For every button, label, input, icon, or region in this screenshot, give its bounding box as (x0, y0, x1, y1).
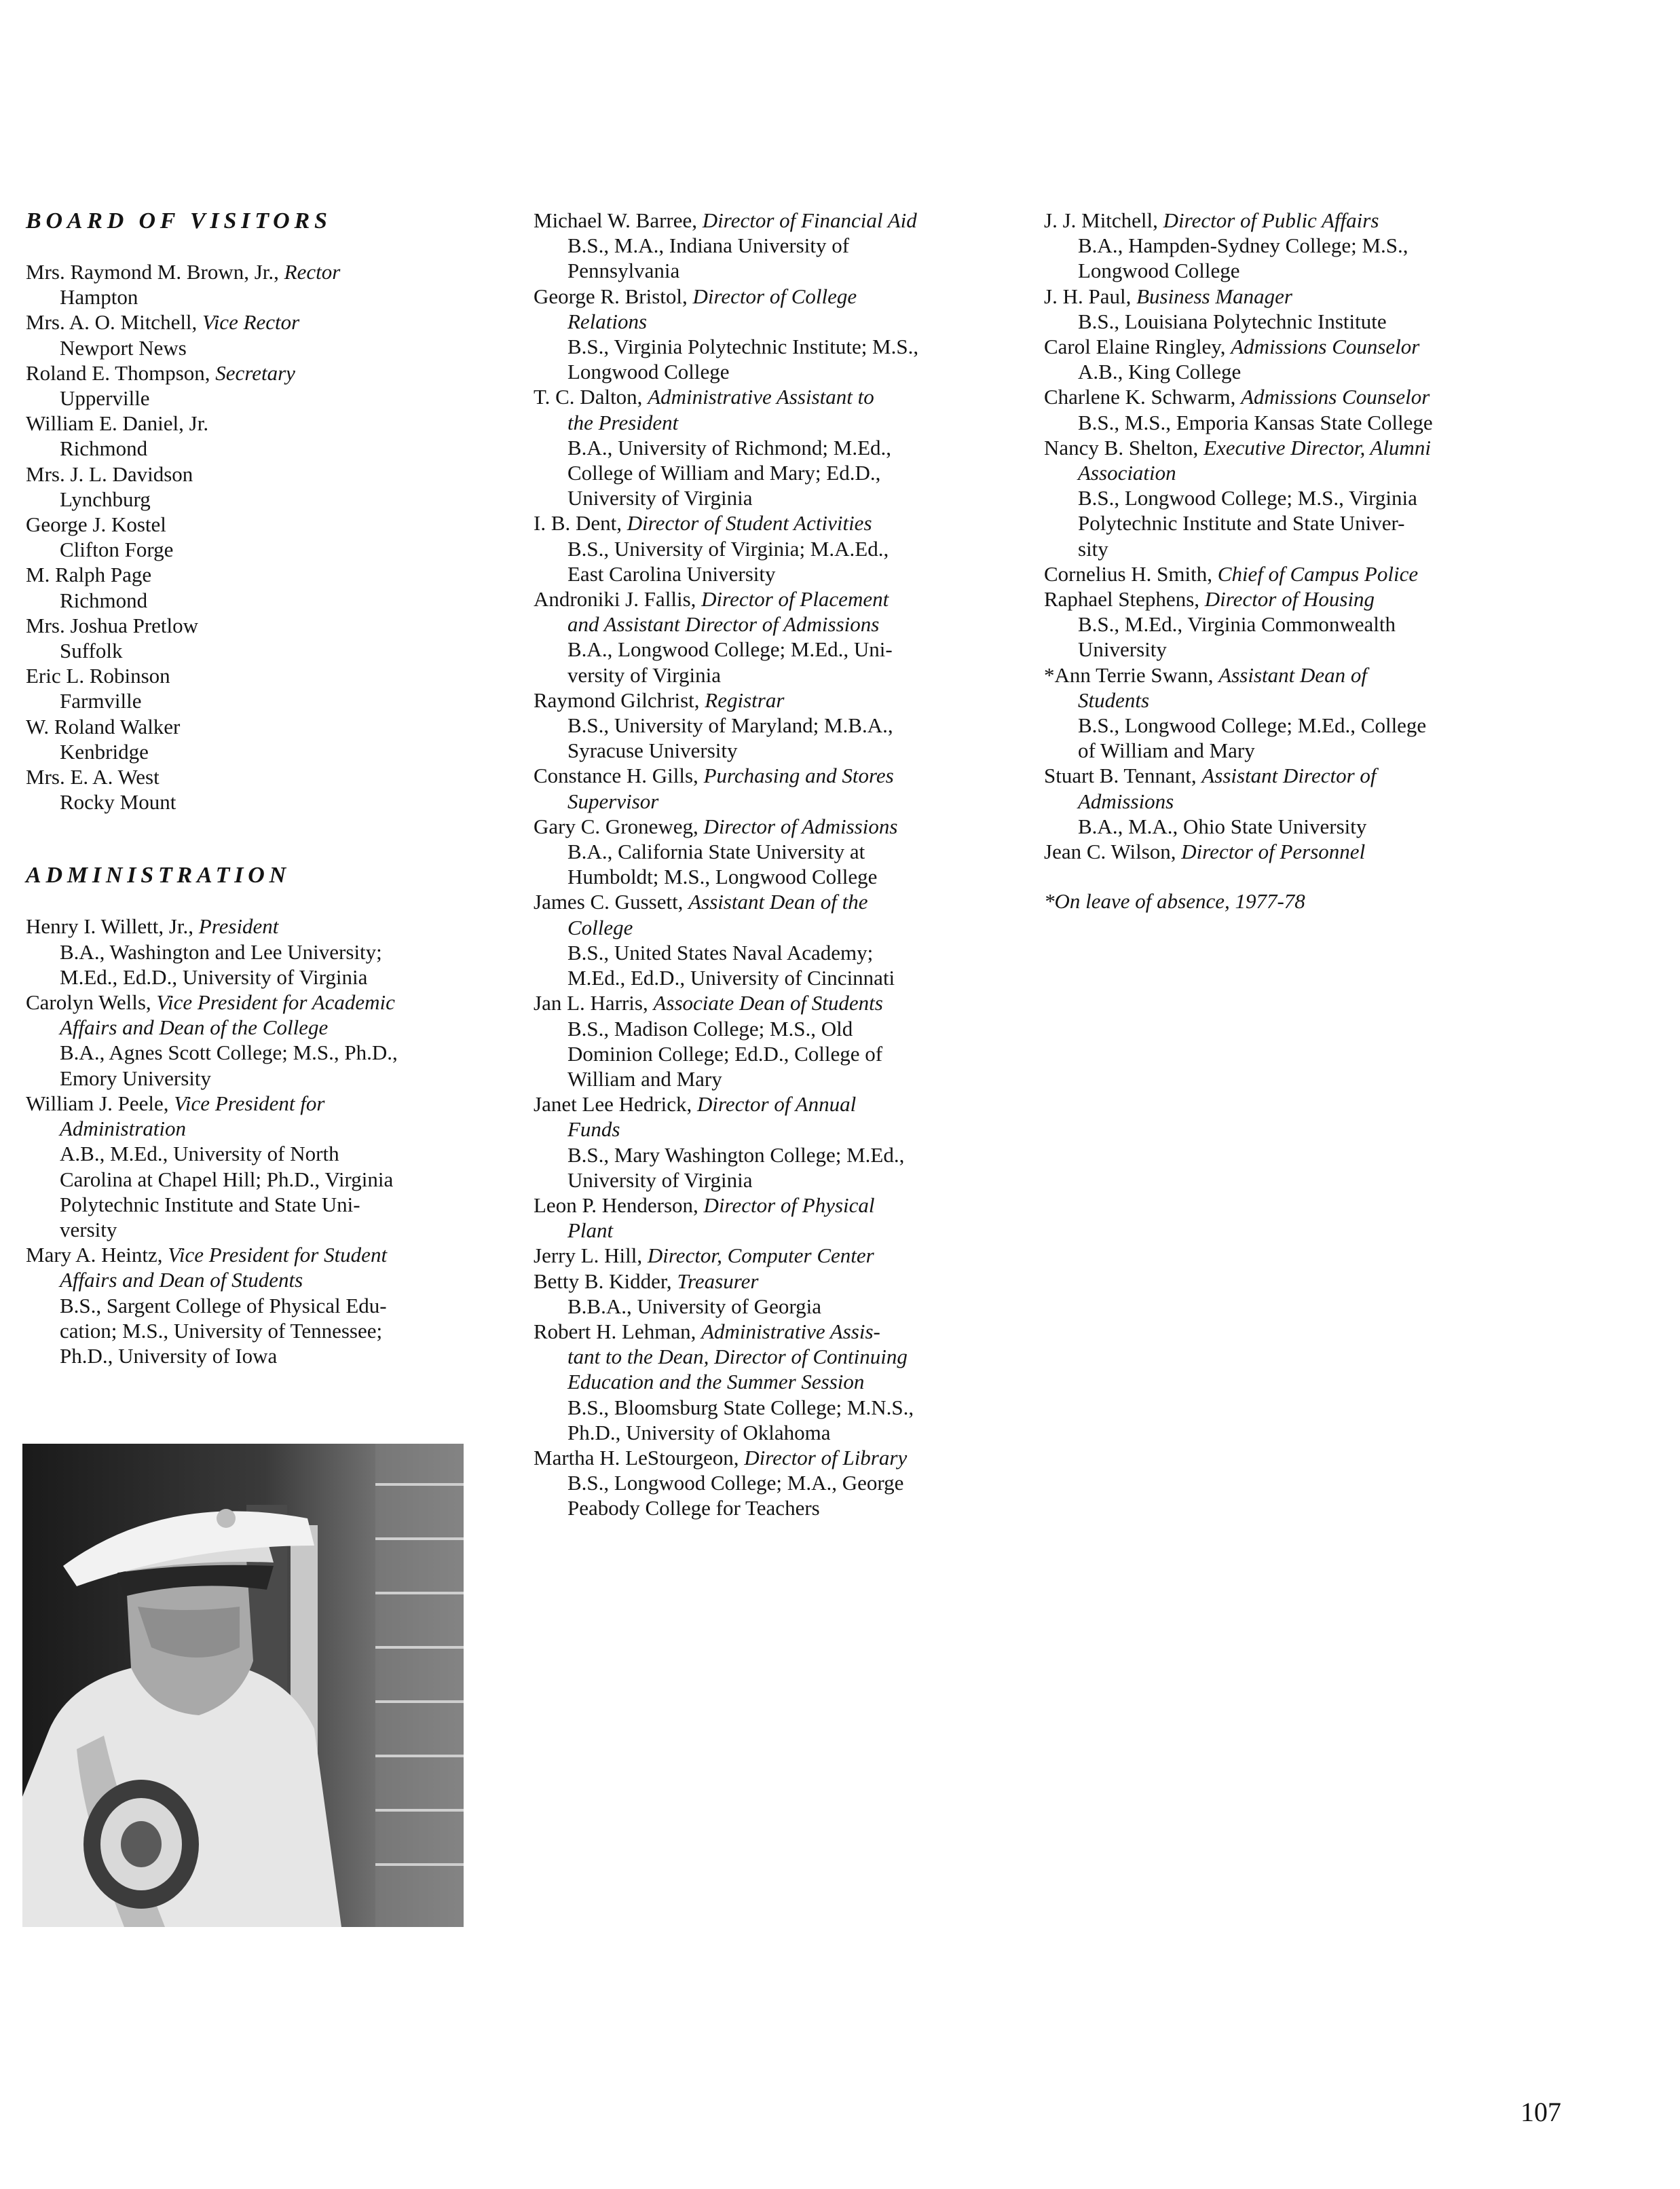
person-entry (534, 814, 1009, 890)
administration-list-2 (534, 208, 1009, 1521)
person-name: T. C. Dalton, (534, 385, 648, 409)
person-title: Vice President for Student (168, 1243, 388, 1267)
person-entry (1044, 586, 1546, 662)
person-entry (534, 510, 1009, 586)
person-detail: Peabody College for Teachers (567, 1496, 820, 1520)
person-title: Director of Financial Aid (702, 208, 917, 232)
person-detail: A.B., King College (1078, 360, 1242, 384)
person-title-continued: Relations (567, 309, 648, 333)
person-entry (26, 714, 501, 764)
person-detail: East Carolina University (567, 561, 776, 586)
person-name: Androniki J. Fallis, (534, 587, 702, 612)
person-entry (26, 411, 501, 461)
person-name-line (534, 1319, 1009, 1344)
board-heading: BOARD OF VISITORS (26, 208, 332, 233)
person-title: Assistant Dean of (1218, 662, 1367, 687)
person-name: Mrs. J. L. Davidson (26, 462, 193, 486)
person-title-continued: Administration (60, 1117, 187, 1141)
person-title-continued: Supervisor (567, 789, 659, 813)
person-name-line (26, 990, 501, 1015)
person-title-continued: Affairs and Dean of Students (60, 1268, 303, 1292)
person-detail: B.A., Longwood College; M.Ed., Uni- (567, 637, 893, 662)
person-detail: Richmond (60, 588, 148, 612)
person-entry (26, 259, 501, 310)
person-title: Administrative Assistant to (648, 385, 874, 409)
person-name-line (26, 1242, 501, 1267)
person-name: George J. Kostel (26, 512, 166, 537)
person-name: Mrs. Raymond M. Brown, Jr., (26, 260, 284, 284)
person-entry (26, 613, 501, 663)
column-middle (534, 208, 1009, 1521)
person-detail: of William and Mary (1078, 738, 1255, 763)
person-entry (534, 889, 1009, 990)
person-entry (534, 284, 1009, 385)
person-name: Janet Lee Hedrick, (534, 1092, 697, 1117)
person-name: Carolyn Wells, (26, 990, 157, 1015)
person-entry (26, 512, 501, 562)
person-title-continued: Education and the Summer Session (567, 1370, 865, 1394)
person-name-line (26, 714, 501, 739)
person-name: Jean C. Wilson, (1044, 840, 1182, 864)
person-entry (534, 208, 1009, 284)
person-title-continued: Affairs and Dean of the College (60, 1015, 329, 1040)
administration-list-1 (26, 914, 501, 1368)
person-name-line (534, 1445, 1009, 1470)
person-detail: cation; M.S., University of Tennessee; (60, 1318, 383, 1343)
person-title-continued: Students (1078, 688, 1150, 712)
person-name: Raphael Stephens, (1044, 587, 1205, 612)
person-title-continued: Plant (567, 1218, 614, 1243)
person-detail: B.S., Mary Washington College; M.Ed., (567, 1142, 905, 1167)
person-name-line (534, 1091, 1009, 1117)
person-name: Eric L. Robinson (26, 664, 170, 688)
column-left (26, 208, 501, 1368)
person-name-line (26, 663, 501, 688)
person-detail: College of William and Mary; Ed.D., (567, 461, 881, 485)
person-name-line (26, 1091, 501, 1116)
person-detail: sity (1078, 536, 1108, 561)
person-entry (534, 763, 1009, 813)
person-name: Mrs. A. O. Mitchell, (26, 310, 203, 335)
person-entry (1044, 561, 1546, 586)
person-title: Assistant Director of (1201, 764, 1377, 788)
person-title: Vice Rector (202, 310, 300, 335)
person-detail: University of Virginia (567, 1167, 753, 1192)
person-detail: Dominion College; Ed.D., College of (567, 1041, 883, 1066)
person-name: Mrs. Joshua Pretlow (26, 613, 199, 637)
person-name-line (534, 384, 1009, 409)
person-detail: B.A., Washington and Lee University; (60, 939, 382, 964)
person-name: Constance H. Gills, (534, 764, 704, 788)
person-detail: Farmville (60, 689, 142, 713)
board-list (26, 259, 501, 815)
person-detail: B.B.A., University of Georgia (567, 1294, 821, 1318)
person-detail: Pennsylvania (567, 259, 680, 283)
person-name: William J. Peele, (26, 1091, 174, 1115)
person-detail: Clifton Forge (60, 538, 174, 562)
person-title: Rector (284, 260, 341, 284)
person-name: Michael W. Barree, (534, 208, 703, 232)
person-entry (26, 1091, 501, 1242)
person-entry (26, 663, 501, 713)
person-entry (26, 1242, 501, 1368)
person-name: George R. Bristol, (534, 284, 693, 308)
person-detail: B.S., M.A., Indiana University of (567, 233, 850, 258)
person-detail: Lynchburg (60, 487, 151, 511)
person-entry (26, 360, 501, 411)
person-detail: Polytechnic Institute and State Uni- (60, 1192, 360, 1216)
person-name-line (26, 914, 501, 939)
person-detail: Longwood College (1078, 259, 1240, 283)
administration-heading: ADMINISTRATION (26, 863, 291, 888)
person-detail: Syracuse University (567, 738, 738, 763)
person-name-line (1044, 662, 1546, 688)
person-title: Vice President for (174, 1091, 325, 1115)
person-name: Mary A. Heintz, (26, 1243, 168, 1267)
person-name-line (1044, 586, 1546, 612)
person-name: Robert H. Lehman, (534, 1319, 702, 1343)
person-name-line (1044, 839, 1546, 864)
person-detail: Carolina at Chapel Hill; Ph.D., Virginia (60, 1167, 394, 1191)
campus-police-officer-photo (22, 1444, 464, 1927)
person-name-line (26, 562, 501, 587)
person-name: William E. Daniel, Jr. (26, 411, 209, 436)
person-entry (26, 914, 501, 990)
person-detail: B.S., M.Ed., Virginia Commonwealth (1078, 612, 1396, 637)
person-detail: B.S., Longwood College; M.Ed., College (1078, 713, 1427, 738)
person-name-line (534, 510, 1009, 536)
person-title: Director of Personnel (1181, 840, 1366, 864)
person-name: Cornelius H. Smith, (1044, 561, 1218, 586)
person-detail: Newport News (60, 335, 187, 360)
person-detail: University of Virginia (567, 486, 753, 510)
person-detail: B.S., University of Virginia; M.A.Ed., (567, 536, 889, 561)
person-entry (26, 462, 501, 512)
person-name: Raymond Gilchrist, (534, 688, 705, 712)
person-detail: B.A., M.A., Ohio State University (1078, 814, 1367, 838)
person-name: I. B. Dent, (534, 511, 627, 536)
person-detail: Longwood College (567, 360, 730, 384)
person-entry (534, 586, 1009, 688)
person-title: Registrar (705, 688, 785, 712)
person-title-continued: and Assistant Director of Admissions (567, 612, 880, 637)
person-detail: Hampton (60, 285, 138, 310)
person-detail: B.S., Longwood College; M.S., Virginia (1078, 486, 1417, 510)
person-title: Director of Placement (701, 587, 889, 612)
person-title: Director of Physical (703, 1193, 875, 1217)
person-name: Jan L. Harris, (534, 991, 654, 1015)
person-name: Leon P. Henderson, (534, 1193, 704, 1217)
person-name-line (534, 889, 1009, 914)
person-title: Assistant Dean of the (688, 890, 868, 914)
person-detail: Humboldt; M.S., Longwood College (567, 865, 878, 889)
person-entry (534, 688, 1009, 764)
person-title: Director of Student Activities (627, 511, 872, 536)
person-name: Gary C. Groneweg, (534, 814, 704, 838)
person-title: Chief of Campus Police (1217, 561, 1419, 586)
person-name-line (534, 688, 1009, 713)
person-detail: Rocky Mount (60, 790, 176, 815)
person-title: Admissions Counselor (1241, 385, 1430, 409)
person-name-line (534, 814, 1009, 839)
person-detail: M.Ed., Ed.D., University of Cincinnati (567, 966, 895, 990)
person-name-line (1044, 284, 1546, 309)
person-entry (26, 764, 501, 815)
person-entry (26, 562, 501, 612)
person-name-line (26, 613, 501, 638)
administration-list-3 (1044, 208, 1546, 864)
person-detail: Emory University (60, 1066, 211, 1090)
person-detail: Ph.D., University of Iowa (60, 1343, 278, 1368)
person-detail: Ph.D., University of Oklahoma (567, 1420, 831, 1444)
person-name: Roland E. Thompson, (26, 360, 216, 385)
person-title: Secretary (215, 360, 295, 385)
person-name: Henry I. Willett, Jr., (26, 914, 199, 939)
page-number: 107 (1520, 2097, 1561, 2127)
person-entry (534, 1243, 1009, 1268)
person-title: President (198, 914, 279, 939)
person-name: Mrs. E. A. West (26, 765, 160, 789)
person-detail: B.S., Louisiana Polytechnic Institute (1078, 309, 1387, 333)
person-detail: University (1078, 637, 1167, 662)
person-name: *Ann Terrie Swann, (1044, 662, 1219, 687)
person-title: Director of Public Affairs (1163, 208, 1379, 232)
person-entry (26, 310, 501, 360)
person-detail: Suffolk (60, 639, 123, 663)
person-detail: Polytechnic Institute and State Univer- (1078, 511, 1405, 536)
person-entry (1044, 662, 1546, 764)
person-name-line (26, 259, 501, 284)
person-entry (534, 990, 1009, 1091)
person-detail: B.S., United States Naval Academy; (567, 940, 874, 965)
person-detail: Kenbridge (60, 739, 149, 764)
person-entry (1044, 763, 1546, 839)
person-detail: B.S., Longwood College; M.A., George (567, 1471, 904, 1495)
person-entry (1044, 435, 1546, 561)
person-title: Administrative Assis- (701, 1319, 880, 1343)
person-title: Vice President for Academic (156, 990, 395, 1015)
person-name-line (26, 360, 501, 386)
person-detail: B.A., University of Richmond; M.Ed., (567, 435, 892, 460)
person-name: J. J. Mitchell, (1044, 208, 1163, 232)
person-entry (1044, 839, 1546, 864)
person-name-line (1044, 435, 1546, 460)
person-title: Director, Computer Center (647, 1243, 874, 1268)
person-name-line (26, 411, 501, 436)
person-detail: Richmond (60, 436, 148, 461)
person-name-line (1044, 208, 1546, 233)
person-name: W. Roland Walker (26, 714, 181, 738)
person-detail: William and Mary (567, 1066, 722, 1091)
person-title: Director of Housing (1204, 587, 1375, 612)
person-detail: B.A., California State University at (567, 840, 865, 864)
person-name-line (26, 764, 501, 789)
person-entry (1044, 334, 1546, 384)
person-entry (534, 384, 1009, 510)
person-name: J. H. Paul, (1044, 284, 1137, 308)
person-name-line (534, 1269, 1009, 1294)
person-name-line (26, 462, 501, 487)
person-detail: versity (60, 1217, 117, 1241)
person-title: Director of Library (744, 1445, 908, 1470)
person-entry (534, 1269, 1009, 1319)
person-entry (534, 1091, 1009, 1193)
person-detail: B.A., Agnes Scott College; M.S., Ph.D., (60, 1041, 398, 1065)
person-name: Carol Elaine Ringley, (1044, 335, 1231, 359)
person-name-line (534, 763, 1009, 788)
person-title-continued: tant to the Dean, Director of Continuing (567, 1345, 908, 1369)
person-title: Director of Annual (697, 1092, 857, 1117)
person-detail: B.S., Madison College; M.S., Old (567, 1016, 853, 1041)
person-name-line (26, 310, 501, 335)
person-name-line (534, 208, 1009, 233)
person-title: Admissions Counselor (1231, 335, 1420, 359)
person-title-continued: Association (1078, 461, 1176, 485)
person-title: Associate Dean of Students (653, 991, 883, 1015)
person-entry (26, 990, 501, 1091)
person-name-line (1044, 384, 1546, 409)
person-title: Treasurer (677, 1269, 759, 1293)
person-name-line (534, 990, 1009, 1015)
person-name: Charlene K. Schwarm, (1044, 385, 1242, 409)
person-detail: Upperville (60, 386, 150, 411)
person-name: Martha H. LeStourgeon, (534, 1445, 745, 1470)
person-detail: B.S., M.S., Emporia Kansas State College (1078, 410, 1433, 434)
person-detail: versity of Virginia (567, 662, 722, 687)
person-name: Stuart B. Tennant, (1044, 764, 1202, 788)
officer-photo-image (22, 1444, 464, 1927)
person-name-line (534, 1193, 1009, 1218)
person-name-line (534, 1243, 1009, 1268)
person-name: Nancy B. Shelton, (1044, 435, 1204, 460)
person-detail: B.S., Sargent College of Physical Edu- (60, 1293, 387, 1317)
person-title-continued: the President (567, 410, 679, 434)
person-name-line (534, 586, 1009, 612)
person-entry (1044, 208, 1546, 284)
column-right (1044, 208, 1546, 914)
footnote: *On leave of absence, 1977-78 (1044, 889, 1305, 914)
person-name-line (1044, 763, 1546, 788)
person-entry (1044, 284, 1546, 334)
person-entry (534, 1193, 1009, 1243)
person-detail: B.A., Hampden-Sydney College; M.S., (1078, 233, 1408, 258)
person-detail: B.S., University of Maryland; M.B.A., (567, 713, 893, 738)
person-name: Jerry L. Hill, (534, 1243, 648, 1268)
person-name: James C. Gussett, (534, 890, 689, 914)
person-title: Executive Director, Alumni (1203, 435, 1431, 460)
person-detail: B.S., Virginia Polytechnic Institute; M.S., (567, 335, 919, 359)
person-name-line (534, 284, 1009, 309)
person-title: Purchasing and Stores (703, 764, 894, 788)
person-detail: B.S., Bloomsburg State College; M.N.S., (567, 1395, 914, 1419)
person-name-line (1044, 334, 1546, 359)
person-name-line (1044, 561, 1546, 586)
person-title-continued: College (567, 915, 633, 939)
person-entry (534, 1445, 1009, 1521)
person-name-line (26, 512, 501, 537)
person-title: Director of College (692, 284, 857, 308)
person-name: M. Ralph Page (26, 563, 152, 587)
person-entry (1044, 384, 1546, 434)
person-title: Director of Admissions (703, 814, 898, 838)
person-name: Betty B. Kidder, (534, 1269, 677, 1293)
person-detail: A.B., M.Ed., University of North (60, 1142, 339, 1166)
person-entry (534, 1319, 1009, 1445)
person-detail: M.Ed., Ed.D., University of Virginia (60, 965, 368, 989)
person-title-continued: Funds (567, 1117, 620, 1142)
person-title: Business Manager (1136, 284, 1292, 308)
person-title-continued: Admissions (1078, 789, 1174, 813)
